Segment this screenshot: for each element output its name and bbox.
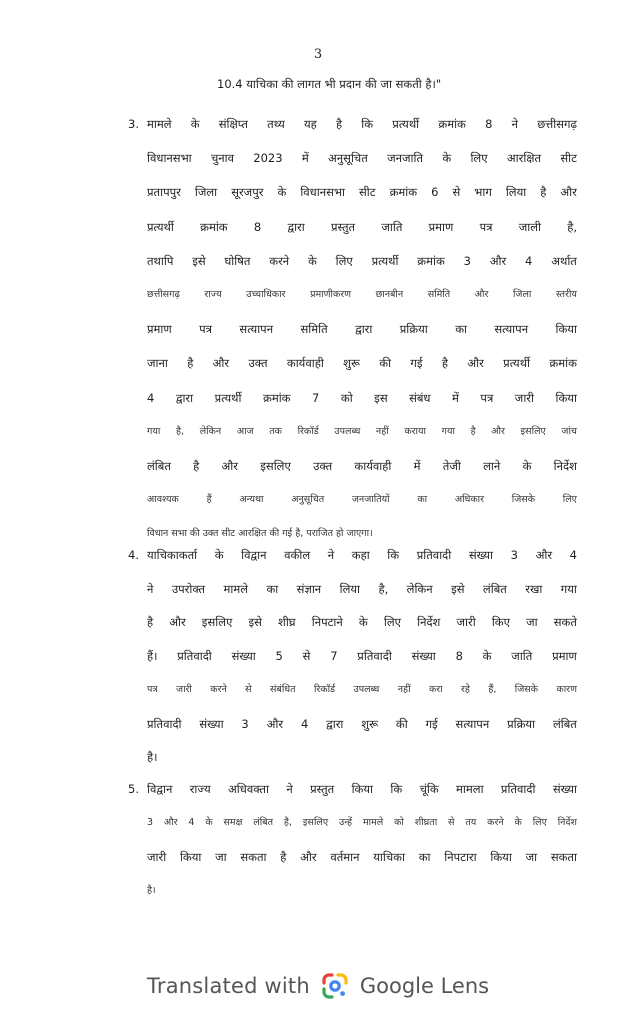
paragraph-line: छत्तीसगढ़ राज्य उच्चाधिकार प्रमाणीकरण छानबीन समिति और जिला स्तरीय <box>147 289 577 300</box>
paragraph-line: पत्र जारी करने से संबंधित रिकॉर्ड उपलब्ध नहीं करा रहे हैं, जिसके कारण <box>147 683 577 695</box>
paragraph-line: गया है, लेकिन आज तक रिकॉर्ड उपलब्ध नहीं कराया गया है और इसलिए जांच <box>147 425 577 437</box>
paragraph-line: है। <box>147 750 158 765</box>
paragraph-line: ने उपरोक्त मामले का संज्ञान लिया है, लेकिन इसे लंबित रखा गया <box>147 581 577 596</box>
paragraph-line: मामले के संक्षिप्त तथ्य यह है कि प्रत्यर्थी क्रमांक 8 ने छत्तीसगढ़ <box>147 117 577 131</box>
paragraph-line: याचिकाकर्ता के विद्वान वकील ने कहा कि प्रतिवादी संख्या 3 और 4 <box>147 548 577 562</box>
paragraph-line: प्रतिवादी संख्या 3 और 4 द्वारा शुरू की गई सत्यापन प्रक्रिया लंबित <box>147 716 577 731</box>
paragraph-line: 3 और 4 के समक्ष लंबित है, इसलिए उन्हें मामले को शीघ्रता से तय करने के लिए निर्देश <box>147 817 577 828</box>
intro-line: 10.4 याचिका की लागत भी प्रदान की जा सकती है।" <box>217 77 442 91</box>
page-number: 3 <box>313 47 323 62</box>
paragraph-line: 4 द्वारा प्रत्यर्थी क्रमांक 7 को इस संबंध में पत्र जारी किया <box>147 390 577 405</box>
paragraph-line: आवश्यक हैं अन्यथा अनुसूचित जनजातियों का अधिकार जिसके लिए <box>147 494 577 506</box>
paragraph-number: 5. <box>128 782 139 796</box>
paragraph-line: प्रतापपुर जिला सूरजपुर के विधानसभा सीट क्रमांक 6 से भाग लिया है और <box>147 185 577 200</box>
translation-footer <box>0 966 636 1006</box>
paragraph-line: जारी किया जा सकता है और वर्तमान याचिका का निपटारा किया जा सकता <box>147 850 577 864</box>
paragraph-number: 4. <box>128 548 139 562</box>
paragraph-line: विधानसभा चुनाव 2023 में अनुसूचित जनजाति के लिए आरक्षित सीट <box>147 151 577 166</box>
paragraph-line: है और इसलिए इसे शीघ्र निपटाने के लिए निर्देश जारी किए जा सकते <box>147 615 577 630</box>
paragraph-line: तथापि इसे घोषित करने के लिए प्रत्यर्थी क्रमांक 3 और 4 अर्थात <box>147 253 577 268</box>
paragraph-line: प्रत्यर्थी क्रमांक 8 द्वारा प्रस्तुत जाति प्रमाण पत्र जाली है, <box>147 219 577 234</box>
paragraph-line: प्रमाण पत्र सत्यापन समिति द्वारा प्रक्रिया का सत्यापन किया <box>147 322 577 337</box>
paragraph-line: लंबित है और इसलिए उक्त कार्यवाही में तेजी लाने के निर्देश <box>147 459 577 473</box>
google-lens-icon <box>320 971 350 1001</box>
paragraph-line: जाना है और उक्त कार्यवाही शुरू की गई है और प्रत्यर्थी क्रमांक <box>147 356 577 371</box>
paragraph-line: विधान सभा की उक्त सीट आरक्षित की गई है, पराजित हो जाएगा। <box>147 528 373 540</box>
paragraph-line: विद्वान राज्य अधिवक्ता ने प्रस्तुत किया कि चूंकि मामला प्रतिवादी संख्या <box>147 782 577 796</box>
footer-brand: Google Lens <box>359 974 490 998</box>
paragraph-line: है। <box>147 885 156 896</box>
paragraph-number: 3. <box>128 117 139 131</box>
paragraph-line: हैं। प्रतिवादी संख्या 5 से 7 प्रतिवादी संख्या 8 के जाति प्रमाण <box>147 649 577 664</box>
footer-prefix: Translated with <box>146 974 310 998</box>
